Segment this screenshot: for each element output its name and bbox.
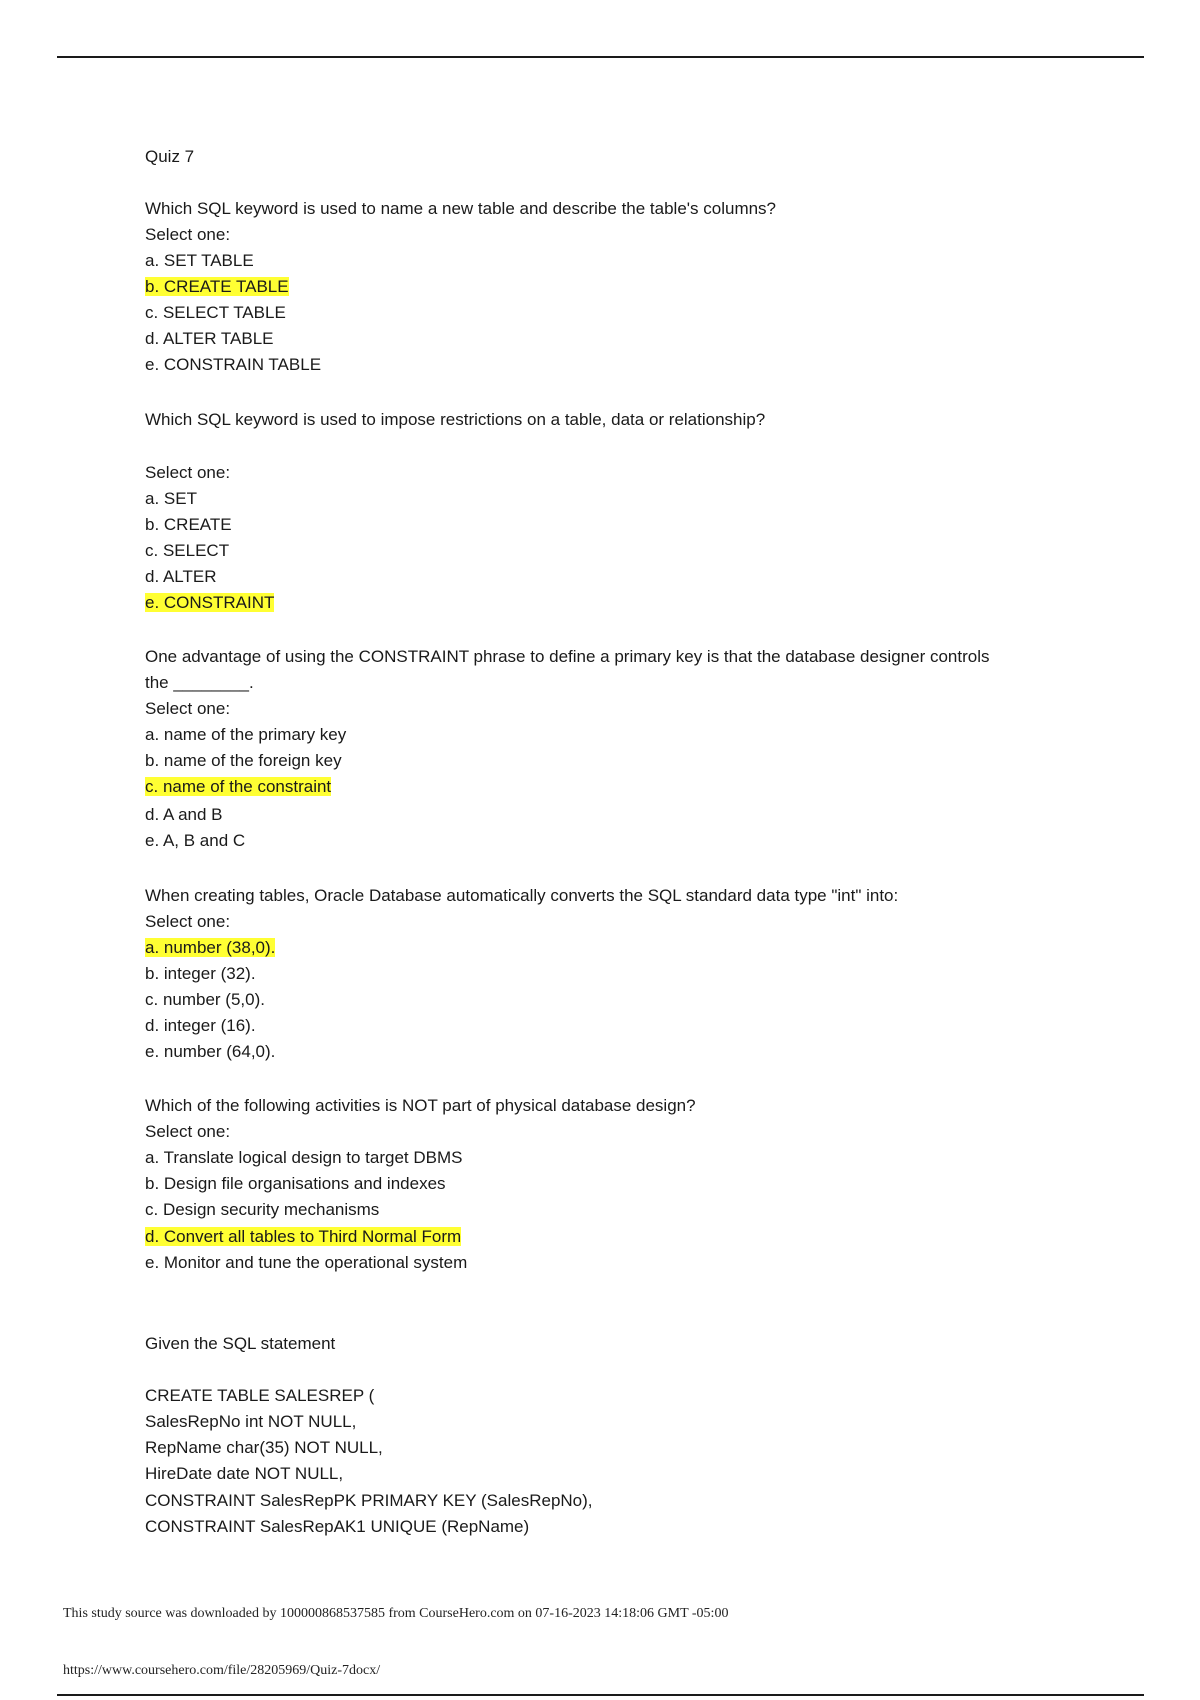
question-2-option-a: a. SET [145, 489, 197, 508]
question-2-option-c: c. SELECT [145, 541, 230, 560]
top-rule [57, 56, 1144, 58]
question-3-option-a: a. name of the primary key [145, 725, 347, 744]
question-2-option-d: d. ALTER [145, 567, 217, 586]
question-1-option-c: c. SELECT TABLE [145, 303, 286, 322]
question-3-option-e: e. A, B and C [145, 831, 246, 850]
question-3-option-c-highlighted: c. name of the constraint [145, 777, 332, 796]
question-2-select-label: Select one: [145, 463, 231, 482]
question-3-prompt-line-1: One advantage of using the CONSTRAINT phrase to define a primary key is that the database designer controls [145, 647, 990, 666]
sql-line-1: CREATE TABLE SALESREP ( [145, 1386, 375, 1405]
question-1-prompt: Which SQL keyword is used to name a new table and describe the table's columns? [145, 199, 777, 218]
question-5-option-b: b. Design file organisations and indexes [145, 1174, 446, 1193]
sql-line-2: SalesRepNo int NOT NULL, [145, 1412, 357, 1431]
document-title: Quiz 7 [145, 147, 195, 166]
question-2-option-e-highlighted: e. CONSTRAINT [145, 593, 275, 612]
sql-line-6: CONSTRAINT SalesRepAK1 UNIQUE (RepName) [145, 1517, 530, 1536]
question-5-option-a: a. Translate logical design to target DBMS [145, 1148, 463, 1167]
question-4-option-c: c. number (5,0). [145, 990, 265, 1009]
question-1-option-b-highlighted: b. CREATE TABLE [145, 277, 289, 296]
question-1-option-d: d. ALTER TABLE [145, 329, 274, 348]
question-3-prompt-line-2: the ________. [145, 673, 254, 692]
question-5-prompt: Which of the following activities is NOT part of physical database design? [145, 1096, 696, 1115]
question-3-option-d: d. A and B [145, 805, 223, 824]
question-4-prompt: When creating tables, Oracle Database automatically converts the SQL standard data type "int" into: [145, 886, 899, 905]
source-url[interactable]: https://www.coursehero.com/file/28205969/Quiz-7docx/ [63, 1663, 381, 1678]
question-5-option-c: c. Design security mechanisms [145, 1200, 380, 1219]
question-1-option-a: a. SET TABLE [145, 251, 254, 270]
question-4-option-e: e. number (64,0). [145, 1042, 276, 1061]
question-5-option-d-highlighted: d. Convert all tables to Third Normal Form [145, 1227, 462, 1246]
question-1-option-e: e. CONSTRAIN TABLE [145, 355, 322, 374]
sql-intro: Given the SQL statement [145, 1334, 336, 1353]
question-1-select-label: Select one: [145, 225, 231, 244]
download-source-notice: This study source was downloaded by 100000868537585 from CourseHero.com on 07-16-2023 14:18:06 GMT -05:00 [63, 1606, 729, 1621]
sql-line-5: CONSTRAINT SalesRepPK PRIMARY KEY (SalesRepNo), [145, 1491, 593, 1510]
question-2-option-b: b. CREATE [145, 515, 232, 534]
question-4-option-a-highlighted: a. number (38,0). [145, 938, 276, 957]
bottom-rule [57, 1694, 1144, 1696]
question-3-option-b: b. name of the foreign key [145, 751, 342, 770]
sql-line-4: HireDate date NOT NULL, [145, 1464, 344, 1483]
question-4-option-d: d. integer (16). [145, 1016, 256, 1035]
question-4-option-b: b. integer (32). [145, 964, 256, 983]
question-2-prompt: Which SQL keyword is used to impose restrictions on a table, data or relationship? [145, 410, 766, 429]
sql-line-3: RepName char(35) NOT NULL, [145, 1438, 383, 1457]
question-5-option-e: e. Monitor and tune the operational system [145, 1253, 468, 1272]
question-5-select-label: Select one: [145, 1122, 231, 1141]
question-3-select-label: Select one: [145, 699, 231, 718]
question-4-select-label: Select one: [145, 912, 231, 931]
